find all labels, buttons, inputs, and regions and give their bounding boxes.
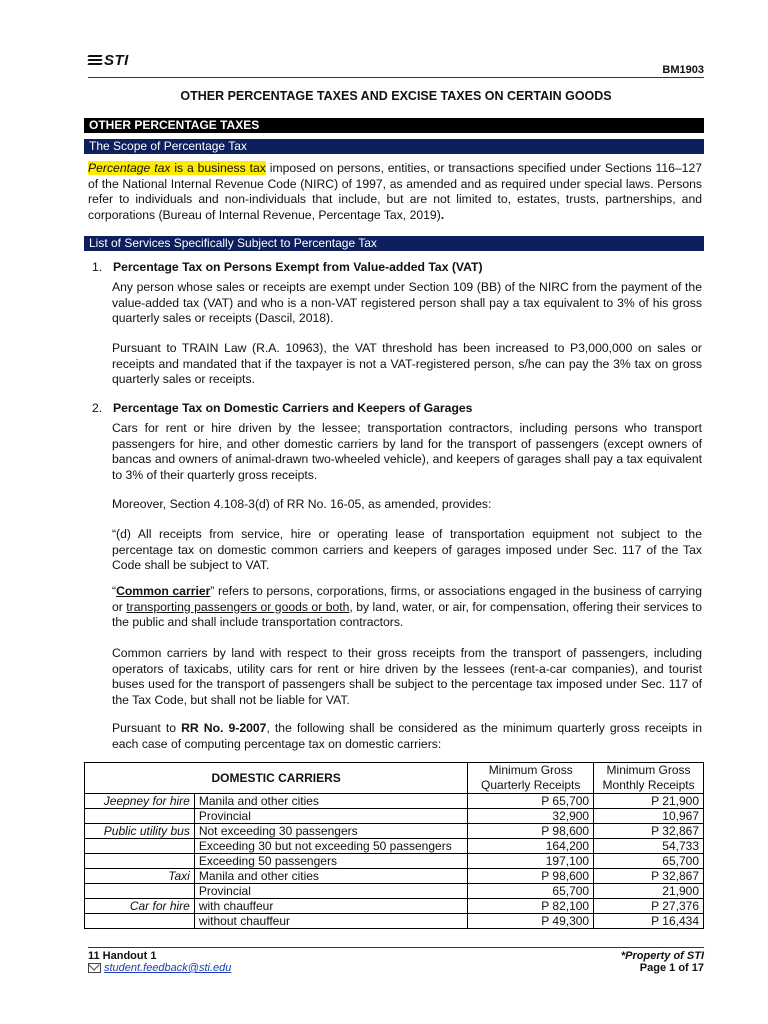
item-2-quote: “(d) All receipts from service, hire or operating lease of transportation equipment not subject to the percentage tax on domestic common carriers and keepers of garages imposed under Sec. 117 of the Tax Code shall be subject to VAT. <box>112 527 702 572</box>
common-carrier-term: Common carrier <box>116 584 211 598</box>
carrier-type-cell <box>85 839 195 854</box>
table-row <box>85 869 704 884</box>
definition-text-a: ” refers to persons, corporations, firms, or associations engaged in the business of carrying or <box>112 584 702 614</box>
table-row <box>85 794 704 809</box>
item-2-number: 2. <box>92 401 103 415</box>
definition-text-b: , by land, water, or air, for compensation, offering their services to the public and shall include transportation contractors. <box>112 599 702 629</box>
category-cell: Manila and other cities <box>194 794 467 809</box>
carrier-type-cell <box>85 914 195 929</box>
footer-left <box>88 950 231 974</box>
intro-paragraph <box>88 161 702 223</box>
intro-text: imposed on persons, entities, or transactions specified under Sections 116–127 of the National Internal Revenue Code (NIRC) of 1997, as amended and as required under special laws. Persons refer to individuals and non-individuals that include, but are not limited to, estates, trusts, partnerships, and corporations (Bureau of Internal Revenue, Percentage Tax, 2019) <box>88 161 703 222</box>
quarterly-receipts-cell: P 82,100 <box>468 899 594 914</box>
page-header <box>88 52 704 74</box>
table-row <box>85 884 704 899</box>
logo-text: STI <box>104 52 129 69</box>
table-row <box>85 914 704 929</box>
item-1-paragraph-2: Pursuant to TRAIN Law (R.A. 10963), the VAT threshold has been increased to P3,000,000 on sales or receipts and mandated that if the taxpayer is not a VAT-registered person, s/he can pay the 3% tax on gross quarterly sales or receipts. <box>112 341 702 386</box>
header-domestic-carriers: DOMESTIC CARRIERS <box>85 763 468 794</box>
item-1-title <box>92 260 483 274</box>
feedback-email-link[interactable]: student.feedback@sti.edu <box>104 962 232 974</box>
quarterly-receipts-cell: 164,200 <box>468 839 594 854</box>
header-monthly: Minimum Gross Monthly Receipts <box>594 763 704 794</box>
section-bar: OTHER PERCENTAGE TAXES <box>84 118 704 133</box>
quarterly-receipts-cell: P 65,700 <box>468 794 594 809</box>
monthly-receipts-cell: 65,700 <box>594 854 704 869</box>
monthly-receipts-cell: P 27,376 <box>594 899 704 914</box>
highlight-phrase: is a business tax <box>170 161 266 175</box>
footer-right <box>621 950 704 974</box>
quarterly-receipts-cell: 65,700 <box>468 884 594 899</box>
definition-underlined: transporting passengers or goods or both <box>126 599 350 614</box>
handout-label: 11 Handout 1 <box>88 950 157 962</box>
header-rule <box>88 77 704 78</box>
carrier-type-cell: Car for hire <box>85 899 195 914</box>
monthly-receipts-cell: 10,967 <box>594 809 704 824</box>
item-2-paragraph-5: Common carriers by land with respect to their gross receipts from the transport of passengers, including operators of taxicabs, utility cars for rent or hire driven by the lessees (rent-a-car companies), and tourist buses used for the transport of passengers shall be subject to the percentage tax imposed under Sec. 117 of the Tax Code, but shall not be liable for VAT. <box>112 646 702 707</box>
monthly-receipts-cell: P 32,867 <box>594 869 704 884</box>
category-cell: without chauffeur <box>194 914 467 929</box>
property-label: *Property of STI <box>620 950 704 962</box>
quarterly-receipts-cell: P 49,300 <box>468 914 594 929</box>
quarterly-receipts-cell: 197,100 <box>468 854 594 869</box>
item-1-number: 1. <box>92 260 103 274</box>
category-cell: Exceeding 50 passengers <box>194 854 467 869</box>
item-1-title-text: Percentage Tax on Persons Exempt from Value-added Tax (VAT) <box>113 260 483 274</box>
table-row <box>85 839 704 854</box>
category-cell: Provincial <box>194 809 467 824</box>
quarterly-receipts-cell: P 98,600 <box>468 824 594 839</box>
table-row <box>85 854 704 869</box>
category-cell: Provincial <box>194 884 467 899</box>
document-title: OTHER PERCENTAGE TAXES AND EXCISE TAXES ON CERTAIN GOODS <box>180 89 612 103</box>
item-2-paragraph-1: Cars for rent or hire driven by the lessee; transportation contractors, including persons who transport passengers for hire, and other domestic carriers by land for the transport of passengers (except owners of bancas and owners of animal-drawn two-wheeled vehicle), and keepers of garages shall pay a tax equivalent to 3% of their quarterly gross receipts. <box>112 421 702 482</box>
table-row <box>85 809 704 824</box>
common-carrier-definition <box>112 584 702 631</box>
item-1-paragraph-1: Any person whose sales or receipts are exempt under Section 109 (BB) of the NIRC from the payment of the value-added tax (VAT) and who is a non-VAT registered person shall pay a tax equivalent to 3% of his gross quarterly sales or receipts (Dascil, 2018). <box>112 280 702 325</box>
mail-icon <box>88 963 101 973</box>
category-cell: with chauffeur <box>194 899 467 914</box>
monthly-receipts-cell: P 32,867 <box>594 824 704 839</box>
page-number: Page 1 of 17 <box>639 962 704 974</box>
carrier-type-cell: Public utility bus <box>85 824 195 839</box>
logo-stripes-icon <box>88 54 102 68</box>
carrier-type-cell <box>85 884 195 899</box>
p6-text-a: Pursuant to <box>112 721 182 735</box>
carrier-type-cell: Jeepney for hire <box>85 794 195 809</box>
table-row <box>85 824 704 839</box>
carrier-type-cell: Taxi <box>85 869 195 884</box>
monthly-receipts-cell: P 21,900 <box>594 794 704 809</box>
monthly-receipts-cell: P 16,434 <box>594 914 704 929</box>
header-quarterly: Minimum Gross Quarterly Receipts <box>468 763 594 794</box>
monthly-receipts-cell: 54,733 <box>594 839 704 854</box>
intro-end: . <box>440 207 445 222</box>
item-2-title <box>92 401 472 415</box>
item-2-title-text: Percentage Tax on Domestic Carriers and Keepers of Garages <box>113 401 473 415</box>
category-cell: Not exceeding 30 passengers <box>194 824 467 839</box>
carrier-type-cell <box>85 854 195 869</box>
rr-reference: RR No. 9-2007 <box>181 721 267 735</box>
category-cell: Exceeding 30 but not exceeding 50 passengers <box>194 839 467 854</box>
domestic-carriers-table <box>84 762 704 929</box>
quote-open: “ <box>112 584 117 598</box>
quarterly-receipts-cell: 32,900 <box>468 809 594 824</box>
carrier-type-cell <box>85 809 195 824</box>
monthly-receipts-cell: 21,900 <box>594 884 704 899</box>
list-bar: List of Services Specifically Subject to Percentage Tax <box>84 236 704 251</box>
doc-id: BM1903 <box>662 64 704 76</box>
highlight-term: Percentage tax <box>88 161 171 175</box>
item-2-paragraph-6 <box>112 721 702 752</box>
p6-text-c: , the following shall be considered as the minimum quarterly gross receipts in each case of computing percentage tax on domestic carriers: <box>112 721 702 751</box>
footer-rule <box>88 947 704 948</box>
item-2-paragraph-2: Moreover, Section 4.108-3(d) of RR No. 16-05, as amended, provides: <box>112 497 492 511</box>
sti-logo <box>88 52 129 69</box>
table-row <box>85 899 704 914</box>
table-header-row <box>85 763 704 794</box>
scope-bar: The Scope of Percentage Tax <box>84 139 704 154</box>
category-cell: Manila and other cities <box>194 869 467 884</box>
quarterly-receipts-cell: P 98,600 <box>468 869 594 884</box>
